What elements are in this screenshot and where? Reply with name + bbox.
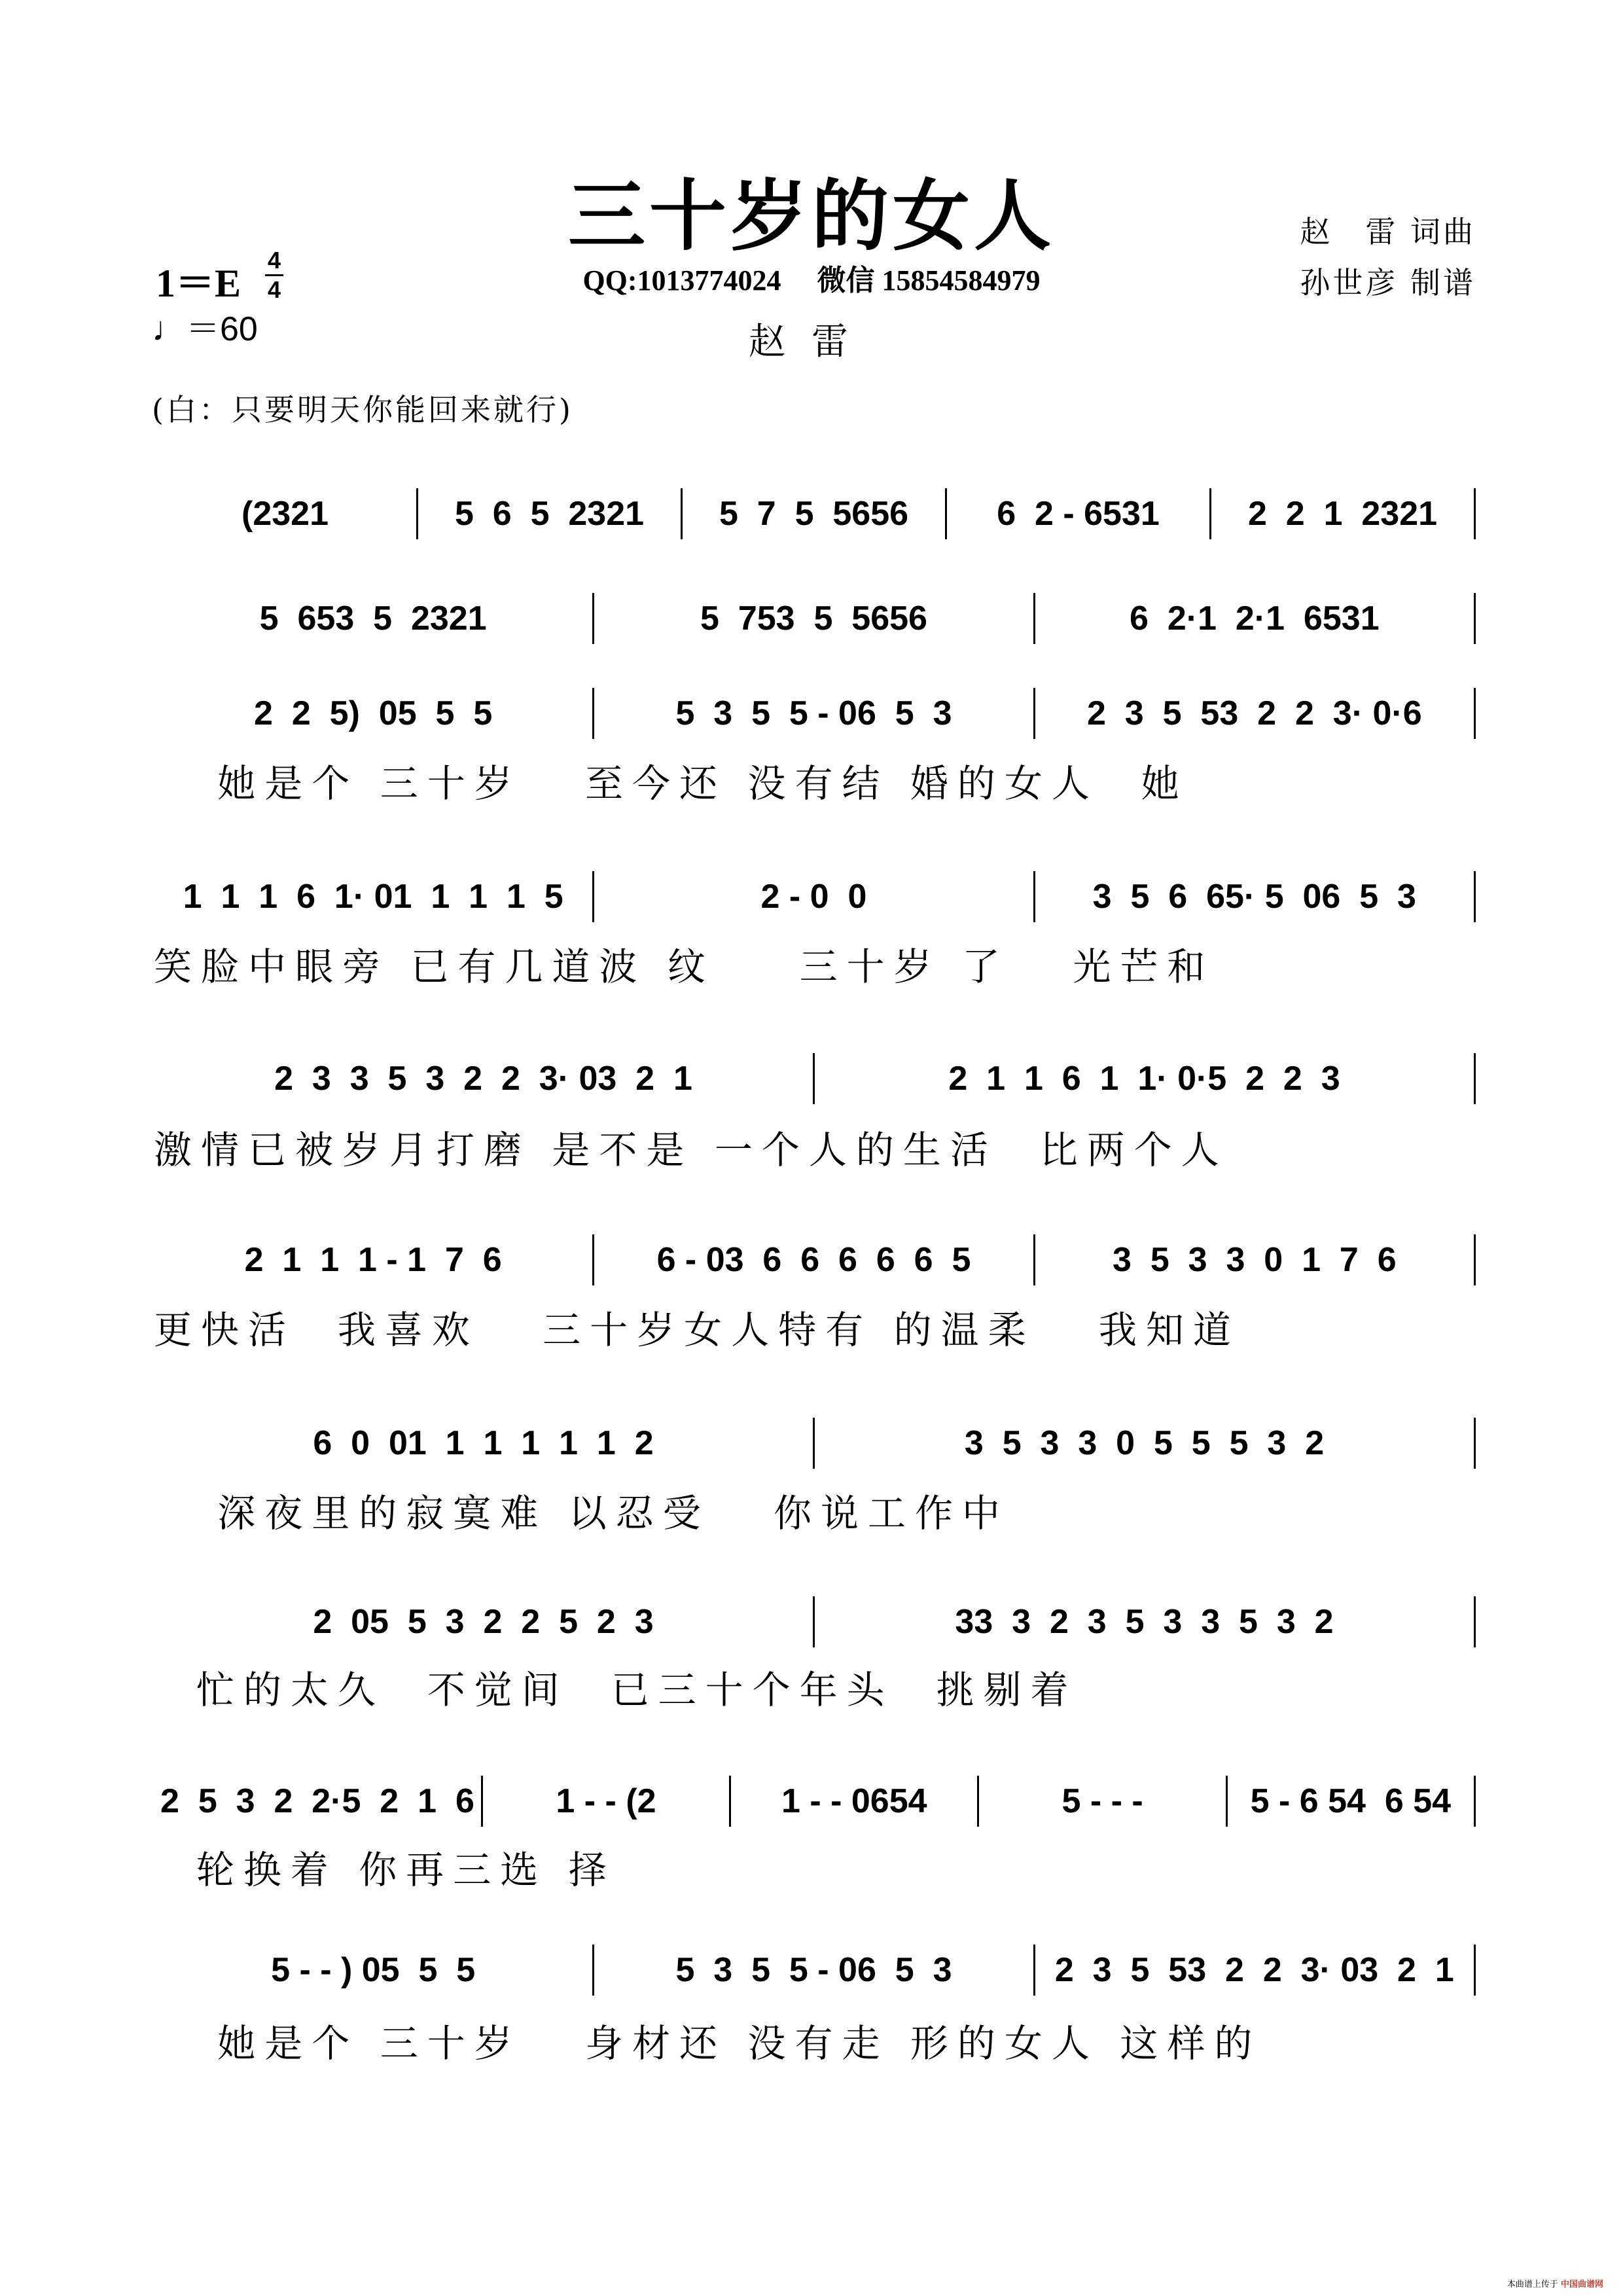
measure: 2 5 3 2 2·5 2 1 6: [154, 1776, 483, 1827]
lyric-line: 更快活 我喜欢 三十岁女人特有 的温柔 我知道: [154, 1308, 1240, 1352]
measure: 2 05 5 3 2 2 5 2 3: [154, 1596, 815, 1647]
tempo-marking: ♩＝60: [152, 310, 258, 348]
measure: 6 - 03 6 6 6 6 6 5: [594, 1234, 1035, 1285]
footer-brand-logo: 中国曲谱网: [1560, 2280, 1603, 2289]
measure: 5 - - ) 05 5 5: [154, 1945, 594, 1996]
measure: 5 - 6 54 6 54: [1228, 1776, 1476, 1827]
measure: 2 2 5) 05 5 5: [154, 688, 594, 739]
measure: 5 3 5 5 - 06 5 3: [594, 1945, 1035, 1996]
measure: 6 2 - 6531: [947, 488, 1211, 539]
measure: 6 0 01 1 1 1 1 1 2: [154, 1418, 815, 1469]
measure: 2 3 3 5 3 2 2 3· 03 2 1: [154, 1053, 815, 1104]
staff-line: [154, 870, 1476, 923]
staff-line: [154, 1944, 1476, 1996]
measure: 2 1 1 6 1 1· 0·5 2 2 3: [815, 1053, 1476, 1104]
measure: 2 3 5 53 2 2 3· 0·6: [1035, 688, 1476, 739]
staff-line: [154, 1775, 1476, 1827]
measure: 3 5 3 3 0 1 7 6: [1035, 1234, 1476, 1285]
staff-line: [154, 1596, 1476, 1648]
measure: 2 - 0 0: [594, 871, 1035, 922]
time-signature-bottom: 4: [267, 276, 281, 303]
staff-line: [154, 1052, 1476, 1105]
time-signature-top: 4: [267, 247, 281, 274]
lyric-line: 她是个 三十岁 身材还 没有走 形的女人 这样的: [154, 2021, 1262, 2066]
key-signature: 1＝E: [156, 262, 241, 305]
song-title: 三十岁的女人: [567, 170, 1055, 261]
staff-line: [154, 592, 1476, 645]
measure: 5 753 5 5656: [594, 593, 1035, 644]
measure: 5 - - -: [979, 1776, 1227, 1827]
singer: 赵雷: [749, 321, 874, 363]
measure: 1 - - 0654: [731, 1776, 979, 1827]
staff-line: [154, 687, 1476, 740]
measure: 5 3 5 5 - 06 5 3: [594, 688, 1035, 739]
measure: 5 7 5 5656: [683, 488, 947, 539]
footer-text: 本曲谱上传于: [1507, 2280, 1558, 2289]
measure: 2 2 1 2321: [1211, 488, 1476, 539]
lyric-line: 轮换着 你再三选 择: [154, 1848, 616, 1892]
staff-line: [154, 488, 1476, 540]
lyric-line: 她是个 三十岁 至今还 没有结 婚的女人 她: [154, 761, 1188, 806]
measure: 1 - - (2: [483, 1776, 731, 1827]
lyric-line: 深夜里的寂寞难 以忍受 你说工作中: [154, 1491, 1010, 1535]
measure: 3 5 3 3 0 5 5 5 3 2: [815, 1418, 1476, 1469]
footer: [1507, 2277, 1603, 2289]
contact-info: QQ:1013774024 微信 15854584979: [582, 264, 1041, 296]
measure: 6 2·1 2·1 6531: [1035, 593, 1476, 644]
measure: 5 653 5 2321: [154, 593, 594, 644]
measure: 3 5 6 65· 5 06 5 3: [1035, 871, 1476, 922]
lyric-line: 笑脸中眼旁 已有几道波 纹 三十岁 了 光芒和: [154, 944, 1215, 989]
lyric-line: 激情已被岁月打磨 是不是 一个人的生活 比两个人: [154, 1128, 1228, 1172]
measure: 2 1 1 1 - 1 7 6: [154, 1234, 594, 1285]
arranger-credit: 孙世彦 制谱: [1300, 265, 1476, 300]
spoken-line: (白：只要明天你能回来就行): [152, 392, 573, 427]
staff-line: [154, 1234, 1476, 1286]
measure: 5 6 5 2321: [418, 488, 683, 539]
measure: 2 3 5 53 2 2 3· 03 2 1: [1035, 1945, 1476, 1996]
staff-line: [154, 1417, 1476, 1469]
measure: 33 3 2 3 5 3 3 5 3 2: [815, 1596, 1476, 1647]
measure: 1 1 1 6 1· 01 1 1 1 5: [154, 871, 594, 922]
measure: (2321: [154, 488, 418, 539]
lyric-line: 忙的太久 不觉间 已三十个年头 挑剔着: [154, 1668, 1078, 1712]
lyrics-music-credit: 赵 雷 词曲: [1300, 214, 1476, 249]
